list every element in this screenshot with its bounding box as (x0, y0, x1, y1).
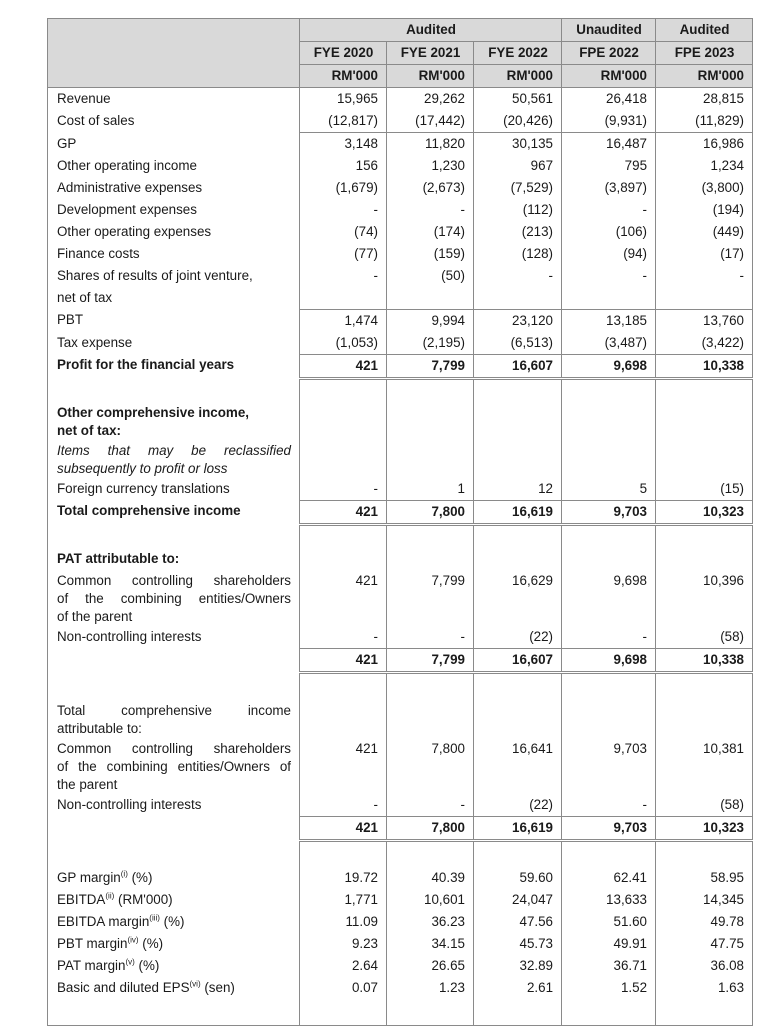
header-unit: RM'000 (474, 65, 562, 88)
cell-value: 45.73 (474, 933, 562, 955)
row-label (48, 955, 300, 977)
label-line: of the combining entities/Owners of (57, 759, 291, 774)
row-tci-attr-nci (48, 794, 753, 817)
label-line: Shares of results of joint venture, (57, 268, 253, 283)
cell-value: 9,994 (387, 309, 474, 332)
row-label: PBT (48, 309, 300, 332)
cell-value: 1,234 (656, 155, 753, 177)
row-pat-attr-nci (48, 626, 753, 649)
label-text: EBITDA (57, 891, 106, 907)
cell-value: 3,148 (300, 133, 387, 156)
cell-value: 421 (300, 648, 387, 672)
cell-value: 16,619 (474, 500, 562, 524)
cell-value: 11.09 (300, 911, 387, 933)
row-pbt (48, 309, 753, 332)
cell-value: (194) (656, 199, 753, 221)
cell-value: 47.75 (656, 933, 753, 955)
cell-value: (2,195) (387, 332, 474, 355)
cell-value: (6,513) (474, 332, 562, 355)
cell-value: 13,760 (656, 309, 753, 332)
spacer-row (48, 378, 753, 402)
cell-value: 795 (562, 155, 656, 177)
cell-value: (106) (562, 221, 656, 243)
label-suffix: (%) (134, 957, 160, 973)
row-tax-expense (48, 332, 753, 355)
row-jv-results (48, 265, 753, 309)
row-label: Revenue (48, 88, 300, 111)
header-row-audit-status (48, 19, 753, 42)
cell-value: 16,629 (474, 570, 562, 626)
cell-value: (2,673) (387, 177, 474, 199)
row-label (48, 889, 300, 911)
cell-value: 36.08 (656, 955, 753, 977)
header-blank-cell (48, 19, 300, 88)
cell-value: - (300, 478, 387, 501)
cell-value: 7,799 (387, 354, 474, 378)
row-development-expenses (48, 199, 753, 221)
header-period: FYE 2021 (387, 42, 474, 65)
spacer-row (48, 672, 753, 700)
cell-value: 32.89 (474, 955, 562, 977)
cell-value: - (562, 199, 656, 221)
label-suffix: (%) (159, 913, 185, 929)
row-label (48, 738, 300, 794)
cell-value: 59.60 (474, 867, 562, 889)
header-period: FYE 2020 (300, 42, 387, 65)
cell-value: (3,487) (562, 332, 656, 355)
cell-value: (159) (387, 243, 474, 265)
row-ebitda (48, 889, 753, 911)
row-tci-attr-heading (48, 700, 753, 738)
row-profit-for-year (48, 354, 753, 378)
row-pat-margin (48, 955, 753, 977)
cell-value: 9,698 (562, 570, 656, 626)
row-fx-translations (48, 478, 753, 501)
cell-value: 23,120 (474, 309, 562, 332)
label-suffix: (%) (127, 869, 153, 885)
cell-value: - (656, 265, 753, 309)
cell-value: 1.52 (562, 977, 656, 999)
cell-value: 421 (300, 354, 387, 378)
cell-value: (12,817) (300, 110, 387, 133)
row-admin-expenses (48, 177, 753, 199)
row-label: GP (48, 133, 300, 156)
row-eps (48, 977, 753, 999)
cell-value: 421 (300, 500, 387, 524)
cell-value: (77) (300, 243, 387, 265)
section-subheading (48, 440, 300, 478)
row-pat-attr-total (48, 648, 753, 672)
cell-value: 49.91 (562, 933, 656, 955)
row-label: Cost of sales (48, 110, 300, 133)
cell-value: 2.61 (474, 977, 562, 999)
cell-value: (449) (656, 221, 753, 243)
cell-value: 1.63 (656, 977, 753, 999)
label-text: EBITDA margin (57, 913, 150, 929)
cell-value: (15) (656, 478, 753, 501)
row-gp (48, 133, 753, 156)
row-label: Administrative expenses (48, 177, 300, 199)
label-text: Basic and diluted EPS (57, 979, 190, 995)
label-line: Common controlling shareholders (57, 572, 291, 588)
footnote-ref: (iii) (149, 913, 160, 923)
footnote-ref: (i) (120, 869, 128, 879)
label-suffix: (sen) (200, 979, 235, 995)
cell-value: (22) (474, 626, 562, 649)
cell-value: 13,185 (562, 309, 656, 332)
row-cost-of-sales (48, 110, 753, 133)
cell-value: 16,607 (474, 648, 562, 672)
cell-value: - (300, 199, 387, 221)
row-label: Other operating income (48, 155, 300, 177)
cell-value: (58) (656, 626, 753, 649)
cell-value: 29,262 (387, 88, 474, 111)
cell-value: 40.39 (387, 867, 474, 889)
subheading-line: subsequently to profit or loss (57, 460, 228, 476)
cell-value: 34.15 (387, 933, 474, 955)
label-suffix: (RM'000) (114, 891, 173, 907)
cell-value: 47.56 (474, 911, 562, 933)
cell-value: (1,679) (300, 177, 387, 199)
row-gp-margin (48, 867, 753, 889)
row-ebitda-margin (48, 911, 753, 933)
footnote-ref: (v) (125, 957, 135, 967)
label-line: the parent (57, 777, 118, 792)
label-line: of the combining entities/Owners (57, 590, 291, 606)
cell-value: 36.23 (387, 911, 474, 933)
row-pat-attr-heading (48, 548, 753, 570)
cell-value: 30,135 (474, 133, 562, 156)
cell-value: (22) (474, 794, 562, 817)
cell-value: 11,820 (387, 133, 474, 156)
section-heading: PAT attributable to: (48, 548, 300, 570)
financial-summary-table (47, 18, 753, 1026)
cell-value: 9,703 (562, 817, 656, 841)
row-total-comprehensive-income (48, 500, 753, 524)
cell-value: (3,422) (656, 332, 753, 355)
header-unit: RM'000 (562, 65, 656, 88)
cell-value: 7,800 (387, 500, 474, 524)
cell-value: 16,641 (474, 738, 562, 794)
cell-value: (174) (387, 221, 474, 243)
cell-value: (17,442) (387, 110, 474, 133)
cell-value: 12 (474, 478, 562, 501)
section-heading (48, 402, 300, 440)
row-oci-heading (48, 402, 753, 440)
cell-value: (1,053) (300, 332, 387, 355)
cell-value: 28,815 (656, 88, 753, 111)
row-other-operating-income (48, 155, 753, 177)
row-label (48, 867, 300, 889)
cell-value: 7,800 (387, 817, 474, 841)
cell-value: (9,931) (562, 110, 656, 133)
cell-value: 24,047 (474, 889, 562, 911)
cell-value: 16,986 (656, 133, 753, 156)
cell-value: 13,633 (562, 889, 656, 911)
cell-value: - (387, 199, 474, 221)
spacer-row (48, 841, 753, 867)
row-label: Total comprehensive income (48, 500, 300, 524)
cell-value: 7,799 (387, 648, 474, 672)
cell-value: - (562, 794, 656, 817)
cell-value: 10,323 (656, 500, 753, 524)
cell-value: 7,800 (387, 738, 474, 794)
header-group-audited-2: Audited (656, 19, 753, 42)
cell-value: 1,771 (300, 889, 387, 911)
cell-value: 36.71 (562, 955, 656, 977)
cell-value: 10,338 (656, 354, 753, 378)
spacer-row-bottom (48, 999, 753, 1026)
cell-value: 156 (300, 155, 387, 177)
heading-line: attributable to: (57, 721, 142, 736)
cell-value: 1.23 (387, 977, 474, 999)
header-group-unaudited: Unaudited (562, 19, 656, 42)
cell-value: 5 (562, 478, 656, 501)
label-line: of the parent (57, 608, 133, 624)
cell-value: (94) (562, 243, 656, 265)
row-pbt-margin (48, 933, 753, 955)
cell-value: (7,529) (474, 177, 562, 199)
heading-line: net of tax: (57, 422, 121, 438)
cell-value: 26,418 (562, 88, 656, 111)
cell-value: (3,897) (562, 177, 656, 199)
row-label (48, 977, 300, 999)
header-unit: RM'000 (300, 65, 387, 88)
label-line: net of tax (57, 290, 113, 305)
label-text: GP margin (57, 869, 121, 885)
row-label: Development expenses (48, 199, 300, 221)
cell-value: 2.64 (300, 955, 387, 977)
row-label (48, 911, 300, 933)
cell-value: 51.60 (562, 911, 656, 933)
cell-value: 14,345 (656, 889, 753, 911)
cell-value: 10,381 (656, 738, 753, 794)
cell-value: 9,698 (562, 354, 656, 378)
label-line: Common controlling shareholders (57, 741, 291, 756)
heading-line: Other comprehensive income, (57, 404, 249, 420)
cell-value: - (300, 626, 387, 649)
cell-value: 15,965 (300, 88, 387, 111)
cell-value: 421 (300, 817, 387, 841)
row-label: Finance costs (48, 243, 300, 265)
cell-value: - (562, 626, 656, 649)
row-other-operating-expenses (48, 221, 753, 243)
row-label: Non-controlling interests (48, 794, 300, 817)
row-oci-subheading (48, 440, 753, 478)
row-label (48, 933, 300, 955)
footnote-ref: (ii) (105, 891, 115, 901)
cell-value: 16,487 (562, 133, 656, 156)
cell-value: (112) (474, 199, 562, 221)
row-label: Other operating expenses (48, 221, 300, 243)
cell-value: 421 (300, 738, 387, 794)
cell-value: 10,601 (387, 889, 474, 911)
heading-line: Total comprehensive income (57, 703, 291, 718)
row-finance-costs (48, 243, 753, 265)
label-text: PBT margin (57, 935, 128, 951)
row-tci-attr-total (48, 817, 753, 841)
cell-value: 58.95 (656, 867, 753, 889)
cell-value: 10,396 (656, 570, 753, 626)
row-label: Non-controlling interests (48, 626, 300, 649)
header-period: FPE 2023 (656, 42, 753, 65)
cell-value: 421 (300, 570, 387, 626)
header-unit: RM'000 (387, 65, 474, 88)
subheading-line: Items that may be reclassified (57, 442, 291, 458)
cell-value: 50,561 (474, 88, 562, 111)
cell-value: 9,703 (562, 738, 656, 794)
row-label (48, 265, 300, 309)
cell-value: (50) (387, 265, 474, 309)
cell-value: 19.72 (300, 867, 387, 889)
cell-value: 967 (474, 155, 562, 177)
cell-value: - (387, 794, 474, 817)
cell-value: 62.41 (562, 867, 656, 889)
cell-value: (11,829) (656, 110, 753, 133)
cell-value: 0.07 (300, 977, 387, 999)
cell-value: 1 (387, 478, 474, 501)
cell-value: 10,338 (656, 648, 753, 672)
cell-value: - (300, 794, 387, 817)
cell-value: (58) (656, 794, 753, 817)
header-period: FPE 2022 (562, 42, 656, 65)
cell-value: - (562, 265, 656, 309)
cell-value: - (474, 265, 562, 309)
cell-value: 1,474 (300, 309, 387, 332)
cell-value: - (300, 265, 387, 309)
header-unit: RM'000 (656, 65, 753, 88)
cell-value: 9,698 (562, 648, 656, 672)
cell-value: (20,426) (474, 110, 562, 133)
footnote-ref: (iv) (127, 935, 139, 945)
header-group-audited: Audited (300, 19, 562, 42)
label-suffix: (%) (138, 935, 164, 951)
row-revenue (48, 88, 753, 111)
cell-value: 7,799 (387, 570, 474, 626)
cell-value: (213) (474, 221, 562, 243)
cell-value: 1,230 (387, 155, 474, 177)
label-text: PAT margin (57, 957, 126, 973)
spacer-row (48, 524, 753, 548)
cell-value: 16,607 (474, 354, 562, 378)
header-period: FYE 2022 (474, 42, 562, 65)
row-label: Foreign currency translations (48, 478, 300, 501)
row-label: Tax expense (48, 332, 300, 355)
cell-value: (128) (474, 243, 562, 265)
cell-value: 10,323 (656, 817, 753, 841)
cell-value: (74) (300, 221, 387, 243)
cell-value: (17) (656, 243, 753, 265)
cell-value: 16,619 (474, 817, 562, 841)
cell-value: 49.78 (656, 911, 753, 933)
section-heading (48, 700, 300, 738)
row-tci-attr-owners (48, 738, 753, 794)
row-label (48, 570, 300, 626)
cell-value: 9,703 (562, 500, 656, 524)
row-pat-attr-owners (48, 570, 753, 626)
row-label: Profit for the financial years (48, 354, 300, 378)
cell-value: - (387, 626, 474, 649)
cell-value: (3,800) (656, 177, 753, 199)
footnote-ref: (vi) (189, 979, 201, 989)
cell-value: 26.65 (387, 955, 474, 977)
cell-value: 9.23 (300, 933, 387, 955)
